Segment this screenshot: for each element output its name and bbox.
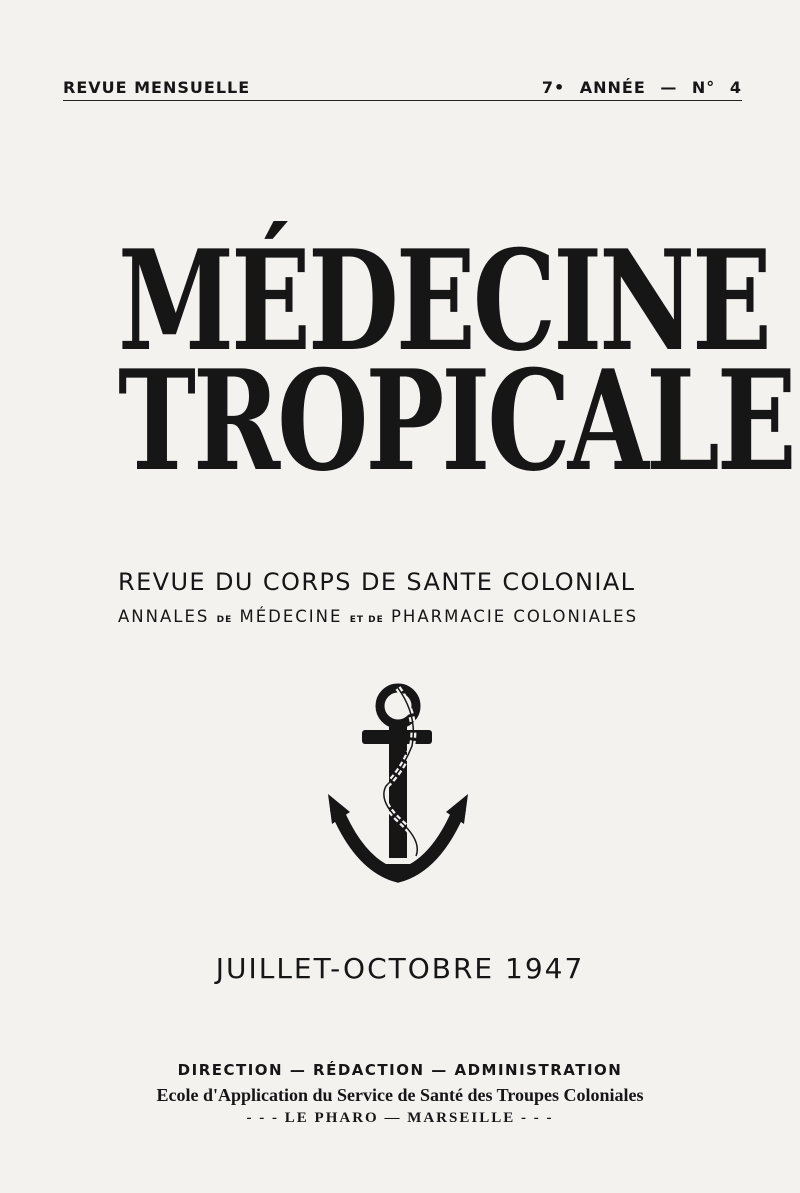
journal-title-line1: MÉDECINE xyxy=(118,219,769,382)
issue-number: 7• ANNÉE — N° 4 xyxy=(541,78,742,97)
anchor-with-rope-icon xyxy=(320,676,470,886)
masthead xyxy=(63,76,742,101)
journal-subtitle-annales xyxy=(118,607,688,626)
medecine-word: MÉDECINE xyxy=(239,607,343,626)
issue-date: JUILLET-OCTOBRE 1947 xyxy=(215,952,585,985)
et-de-word: ET DE xyxy=(349,615,384,625)
de-word: DE xyxy=(216,615,233,625)
pharmacie-word: PHARMACIE COLONIALES xyxy=(390,607,639,626)
journal-subtitle: REVUE DU CORPS DE SANTE COLONIAL xyxy=(118,568,636,596)
periodicity-label: REVUE MENSUELLE xyxy=(63,78,251,97)
footer-school: Ecole d'Application du Service de Santé des Troupes Coloniales xyxy=(156,1085,644,1105)
annales-word: ANNALES xyxy=(118,607,210,626)
journal-title-line2: TROPICALE xyxy=(118,339,794,502)
footer-departments: DIRECTION — RÉDACTION — ADMINISTRATION xyxy=(177,1061,623,1079)
footer-address: - - - LE PHARO — MARSEILLE - - - xyxy=(246,1110,554,1126)
